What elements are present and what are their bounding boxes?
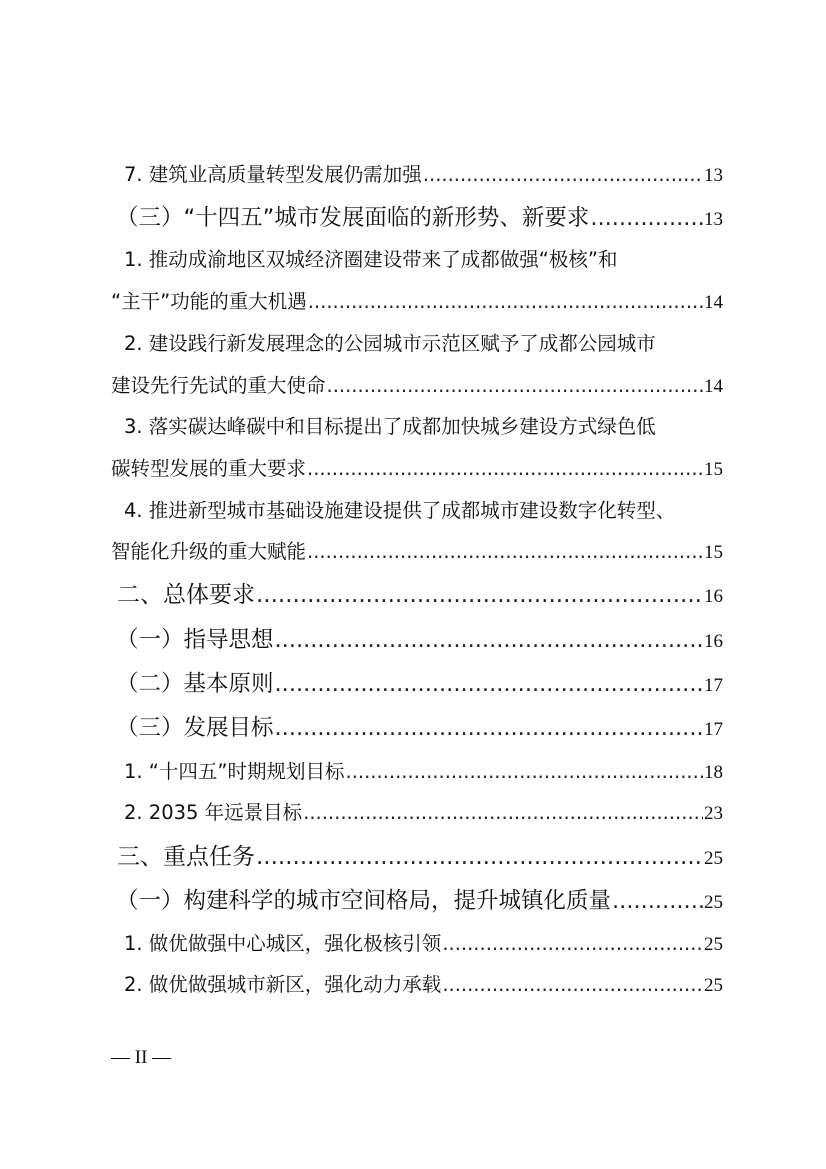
- toc-leader: [327, 374, 703, 397]
- toc-entry[interactable]: [117, 576, 723, 609]
- toc-page-number: 16: [704, 631, 723, 652]
- toc-leader: [308, 290, 703, 313]
- toc-page-number: 25: [704, 892, 723, 913]
- toc-entry-title: 碳转型发展的重大要求: [111, 457, 307, 480]
- toc-page-number: 17: [704, 719, 723, 740]
- toc-leader: [256, 844, 703, 870]
- toc-entry[interactable]: [111, 453, 723, 481]
- toc-entry[interactable]: [124, 969, 723, 997]
- toc-entry-title: 1. “十四五”时期规划目标: [124, 760, 345, 783]
- toc-page-number: 16: [704, 586, 723, 607]
- toc-leader: [442, 973, 703, 996]
- toc-page-number: 25: [704, 975, 723, 996]
- toc-leader: [442, 932, 703, 955]
- toc-entry[interactable]: [117, 838, 723, 871]
- toc-entry[interactable]: [116, 710, 723, 742]
- page-footer: — II —: [111, 1047, 172, 1068]
- toc-page-number: 14: [704, 376, 723, 397]
- toc-entry[interactable]: [116, 622, 723, 654]
- toc-page-number: 18: [704, 762, 723, 783]
- toc-entry-title: 1. 做优做强中心城区，强化极核引领: [124, 932, 442, 955]
- toc-entry-title: “主干”功能的重大机遇: [111, 290, 307, 313]
- toc-leader: [307, 540, 703, 563]
- toc-page-number: 14: [704, 292, 723, 313]
- toc-entry-title: （二）基本原则: [116, 671, 274, 697]
- toc-leader: [346, 760, 703, 783]
- toc-entry-title: （三）“十四五”城市发展面临的新形势、新要求: [116, 205, 590, 231]
- toc-entry-title: 2. 做优做强城市新区，强化动力承载: [124, 973, 442, 996]
- toc-page-number: 13: [704, 209, 723, 230]
- toc-entry[interactable]: [116, 200, 723, 232]
- toc-entry-title: 建设先行先试的重大使命: [111, 374, 326, 397]
- toc-entry[interactable]: [116, 883, 723, 915]
- toc-leader: [303, 801, 703, 824]
- toc-leader: [256, 582, 703, 608]
- toc-entry-title-line[interactable]: 2. 建设践行新发展理念的公园城市示范区赋予了成都公园城市: [124, 332, 656, 355]
- toc-page-number: 15: [704, 542, 723, 563]
- toc-entry-title: （三）发展目标: [116, 715, 274, 741]
- toc-entry-title: 7. 建筑业高质量转型发展仍需加强: [124, 163, 422, 186]
- toc-page-number: 17: [704, 675, 723, 696]
- toc-entry[interactable]: [111, 536, 723, 564]
- toc-page-number: 25: [704, 848, 723, 869]
- toc-page-number: 25: [704, 934, 723, 955]
- toc-entry-title-line[interactable]: 3. 落实碳达峰碳中和目标提出了成都加快城乡建设方式绿色低: [124, 415, 656, 438]
- toc-entry-title: 2. 2035 年远景目标: [124, 801, 303, 824]
- toc-entry[interactable]: [124, 797, 723, 825]
- toc-page-number: 23: [704, 803, 723, 824]
- toc-leader: [307, 457, 703, 480]
- toc-entry-title-line[interactable]: 4. 推进新型城市基础设施建设提供了成都城市建设数字化转型、: [124, 499, 676, 522]
- toc-entry[interactable]: [124, 928, 723, 956]
- toc-entry[interactable]: [116, 666, 723, 698]
- toc-page-number: 13: [704, 165, 723, 186]
- toc-entry-title: （一）构建科学的城市空间格局，提升城镇化质量: [116, 888, 612, 914]
- toc-leader: [275, 715, 703, 741]
- toc-leader: [275, 627, 703, 653]
- toc-entry-title-line[interactable]: 1. 推动成渝地区双城经济圈建设带来了成都做强“极核”和: [124, 248, 618, 271]
- toc-entry-title: 智能化升级的重大赋能: [111, 540, 307, 563]
- toc-page-number: 15: [704, 459, 723, 480]
- toc-entry-title: 二、总体要求: [117, 582, 255, 608]
- toc-entry[interactable]: [111, 370, 723, 398]
- toc-entry[interactable]: [111, 286, 723, 314]
- toc-entry-title: 三、重点任务: [117, 844, 255, 870]
- toc-entry[interactable]: [124, 756, 723, 784]
- toc-leader: [423, 163, 703, 186]
- toc-entry-title: （一）指导思想: [116, 627, 274, 653]
- toc-leader: [275, 671, 703, 697]
- toc-leader: [612, 888, 703, 914]
- toc-entry[interactable]: [124, 159, 723, 187]
- toc-leader: [590, 205, 703, 231]
